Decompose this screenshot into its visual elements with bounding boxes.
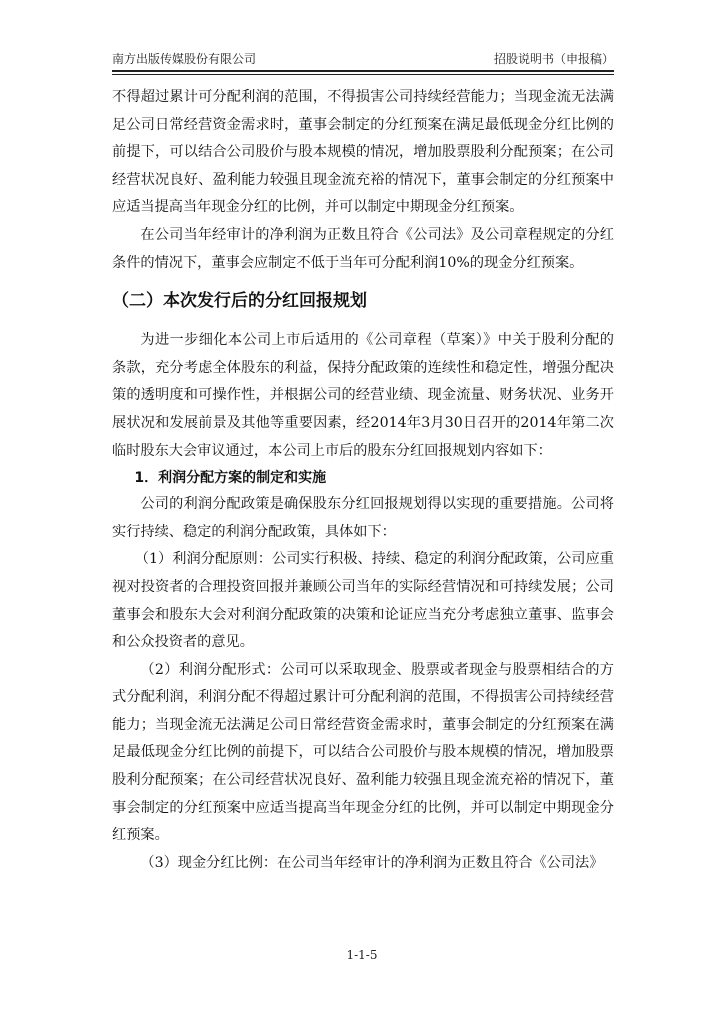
- paragraph-plan-intro: 为进一步细化本公司上市后适用的《公司章程（草案）》中关于股利分配的条款，充分考虑全体股东的利益，保持分配政策的连续性和稳定性，增强分配决策的透明度和可操作性，并根据公司的经营业绩、现金流量、财务状况、业务开展状况和发展前景及其他等重要因素，经2014年3月30日召开的2014年第二次临时股东大会审议通过，本公司上市后的股东分红回报规划内容如下：: [112, 332, 614, 459]
- page-number: 1-1-5: [346, 948, 378, 962]
- paragraph-distribution-form: （2）利润分配形式：公司可以采取现金、股票或者现金与股票相结合的方式分配利润，利润分配不得超过累计可分配利润的范围，不得损害公司持续经营能力；当现金流无法满足公司日常经营资金需求时，董事会制定的分红预案在满足最低现金分红比例的前提下，可以结合公司股价与股本规模的情况，增加股票股利分配预案；在公司经营状况良好、盈利能力较强且现金流充裕的情况下，董事会制定的分红预案中应适当提高当年现金分红的比例，并可以制定中期现金分红预案。: [112, 661, 614, 844]
- header-company-name: 南方出版传媒股份有限公司: [112, 52, 257, 66]
- page-header: [112, 50, 614, 70]
- sub-title: 1．利润分配方案的制定和实施: [134, 470, 327, 487]
- header-rule-thin: [112, 74, 614, 75]
- header-rule: [112, 70, 614, 72]
- paragraph-cash-dividend-condition: 在公司当年经审计的净利润为正数且符合《公司法》及公司章程规定的分红条件的情况下，董事会应制定不低于当年可分配利润10%的现金分红预案。: [112, 226, 614, 271]
- paragraph-continuation: 不得超过累计可分配利润的范围，不得损害公司持续经营能力；当现金流无法满足公司日常经营资金需求时，董事会制定的分红预案在满足最低现金分红比例的前提下，可以结合公司股价与股本规模的情况，增加股票股利分配预案；在公司经营状况良好、盈利能力较强且现金流充裕的情况下，董事会制定的分红预案中应适当提高当年现金分红的比例，并可以制定中期现金分红预案。: [112, 89, 614, 216]
- section-title: （二）本次发行后的分红回报规划: [112, 291, 367, 312]
- paragraph-cash-dividend-ratio: （3）现金分红比例：在公司当年经审计的净利润为正数且符合《公司法》: [140, 854, 604, 871]
- paragraph-distribution-principle: （1）利润分配原则：公司实行积极、持续、稳定的利润分配政策，公司应重视对投资者的合理投资回报并兼顾公司当年的实际经营情况和可持续发展；公司董事会和股东大会对利润分配政策的决策和论证应当充分考虑独立董事、监事会和公众投资者的意见。: [112, 551, 614, 651]
- document-body: [112, 84, 614, 877]
- header-document-title: 招股说明书（申报稿）: [493, 52, 614, 66]
- paragraph-policy-intro: 公司的利润分配政策是确保股东分红回报规划得以实现的重要措施。公司将实行持续、稳定的利润分配政策，具体如下：: [112, 496, 614, 540]
